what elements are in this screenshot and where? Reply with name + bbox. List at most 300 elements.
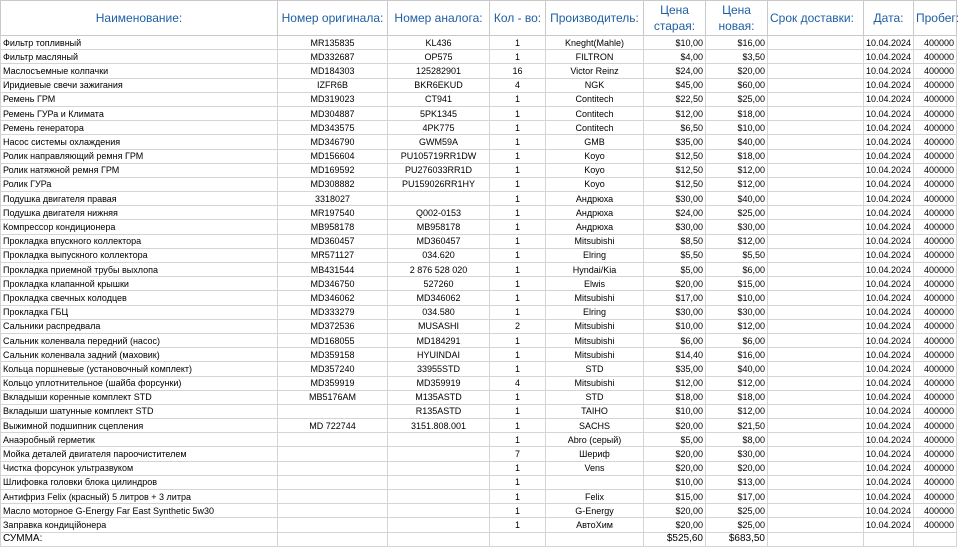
cell-delivery[interactable] [768, 234, 864, 248]
cell-price-old[interactable]: $30,00 [644, 220, 706, 234]
cell-qty[interactable]: 4 [490, 78, 546, 92]
cell-date[interactable]: 10.04.2024 [864, 447, 914, 461]
cell-price-old[interactable]: $15,00 [644, 490, 706, 504]
cell-name[interactable]: Маслосъемные колпачки [1, 64, 278, 78]
cell-manufacturer[interactable]: Hyndai/Kia [546, 263, 644, 277]
cell-name[interactable]: Сальники распредвала [1, 319, 278, 333]
cell-price-new[interactable]: $15,00 [706, 277, 768, 291]
cell-analog[interactable]: PU159026RR1HY [388, 177, 490, 191]
cell-original[interactable]: MB431544 [278, 263, 388, 277]
cell-price-new[interactable]: $10,00 [706, 291, 768, 305]
cell-manufacturer[interactable]: NGK [546, 78, 644, 92]
cell-manufacturer[interactable]: Vens [546, 461, 644, 475]
cell-manufacturer[interactable]: STD [546, 390, 644, 404]
cell-price-old[interactable]: $12,00 [644, 376, 706, 390]
cell-original[interactable]: MD346790 [278, 135, 388, 149]
cell-manufacturer[interactable]: Mitsubishi [546, 348, 644, 362]
cell-qty[interactable]: 1 [490, 121, 546, 135]
cell-price-new[interactable]: $20,00 [706, 461, 768, 475]
cell-analog[interactable]: 034.580 [388, 305, 490, 319]
cell-analog[interactable] [388, 461, 490, 475]
cell-manufacturer[interactable]: Mitsubishi [546, 291, 644, 305]
cell-delivery[interactable] [768, 504, 864, 518]
header-name[interactable]: Наименование: [1, 1, 278, 36]
cell-delivery[interactable] [768, 461, 864, 475]
cell-manufacturer[interactable]: Contitech [546, 106, 644, 120]
cell-original[interactable] [278, 447, 388, 461]
cell-date[interactable]: 10.04.2024 [864, 461, 914, 475]
cell-manufacturer[interactable]: АвтоХим [546, 518, 644, 532]
cell-date[interactable]: 10.04.2024 [864, 490, 914, 504]
cell-price-new[interactable]: $25,00 [706, 504, 768, 518]
cell-price-new[interactable]: $10,00 [706, 121, 768, 135]
cell-name[interactable]: Подушка двигателя нижняя [1, 206, 278, 220]
cell-qty[interactable]: 1 [490, 433, 546, 447]
cell-price-new[interactable]: $40,00 [706, 362, 768, 376]
cell-price-new[interactable]: $20,00 [706, 64, 768, 78]
cell-original[interactable]: MR571127 [278, 248, 388, 262]
cell-original[interactable]: MD357240 [278, 362, 388, 376]
cell-date[interactable]: 10.04.2024 [864, 390, 914, 404]
cell-analog[interactable]: MD359919 [388, 376, 490, 390]
cell-price-new[interactable]: $30,00 [706, 220, 768, 234]
cell-mileage[interactable]: 400000 [914, 50, 957, 64]
cell-price-old[interactable]: $45,00 [644, 78, 706, 92]
cell-qty[interactable]: 1 [490, 305, 546, 319]
cell-price-new[interactable]: $13,00 [706, 475, 768, 489]
cell-price-old[interactable]: $30,00 [644, 192, 706, 206]
cell-mileage[interactable]: 400000 [914, 390, 957, 404]
cell-date[interactable]: 10.04.2024 [864, 305, 914, 319]
cell-price-old[interactable]: $10,00 [644, 404, 706, 418]
summary-cell-empty[interactable] [914, 532, 957, 546]
cell-qty[interactable]: 1 [490, 461, 546, 475]
cell-date[interactable]: 10.04.2024 [864, 376, 914, 390]
cell-delivery[interactable] [768, 277, 864, 291]
cell-mileage[interactable]: 400000 [914, 36, 957, 50]
cell-manufacturer[interactable]: Koyo [546, 163, 644, 177]
cell-original[interactable]: MD308882 [278, 177, 388, 191]
cell-date[interactable]: 10.04.2024 [864, 518, 914, 532]
cell-mileage[interactable]: 400000 [914, 433, 957, 447]
cell-price-old[interactable]: $12,00 [644, 106, 706, 120]
cell-name[interactable]: Вкладыши шатунные комплект STD [1, 404, 278, 418]
cell-delivery[interactable] [768, 419, 864, 433]
cell-analog[interactable]: MD346062 [388, 291, 490, 305]
cell-name[interactable]: Шлифовка головки блока цилиндров [1, 475, 278, 489]
cell-price-new[interactable]: $5,50 [706, 248, 768, 262]
cell-analog[interactable]: R135ASTD [388, 404, 490, 418]
cell-name[interactable]: Насос системы охлаждения [1, 135, 278, 149]
cell-mileage[interactable]: 400000 [914, 319, 957, 333]
cell-price-new[interactable]: $8,00 [706, 433, 768, 447]
cell-date[interactable]: 10.04.2024 [864, 319, 914, 333]
cell-price-old[interactable]: $18,00 [644, 390, 706, 404]
cell-name[interactable]: Прокладка ГБЦ [1, 305, 278, 319]
cell-original[interactable]: MD360457 [278, 234, 388, 248]
cell-name[interactable]: Прокладка выпускного коллектора [1, 248, 278, 262]
cell-price-new[interactable]: $16,00 [706, 348, 768, 362]
cell-name[interactable]: Прокладка впускного коллектора [1, 234, 278, 248]
cell-delivery[interactable] [768, 78, 864, 92]
cell-analog[interactable] [388, 518, 490, 532]
cell-date[interactable]: 10.04.2024 [864, 50, 914, 64]
cell-manufacturer[interactable] [546, 475, 644, 489]
cell-qty[interactable]: 1 [490, 92, 546, 106]
cell-price-old[interactable]: $5,00 [644, 433, 706, 447]
cell-date[interactable]: 10.04.2024 [864, 64, 914, 78]
cell-mileage[interactable]: 400000 [914, 447, 957, 461]
cell-mileage[interactable]: 400000 [914, 149, 957, 163]
cell-name[interactable]: Анаэробный герметик [1, 433, 278, 447]
cell-delivery[interactable] [768, 135, 864, 149]
cell-delivery[interactable] [768, 206, 864, 220]
cell-analog[interactable]: 3151.808.001 [388, 419, 490, 433]
cell-price-new[interactable]: $40,00 [706, 192, 768, 206]
cell-price-new[interactable]: $6,00 [706, 263, 768, 277]
cell-manufacturer[interactable]: Koyo [546, 177, 644, 191]
cell-analog[interactable]: 034.620 [388, 248, 490, 262]
cell-mileage[interactable]: 400000 [914, 518, 957, 532]
cell-original[interactable]: MD 722744 [278, 419, 388, 433]
cell-mileage[interactable]: 400000 [914, 475, 957, 489]
cell-date[interactable]: 10.04.2024 [864, 106, 914, 120]
cell-name[interactable]: Вкладыши коренные комплект STD [1, 390, 278, 404]
cell-qty[interactable]: 1 [490, 106, 546, 120]
cell-mileage[interactable]: 400000 [914, 404, 957, 418]
header-original[interactable]: Номер оригинала: [278, 1, 388, 36]
cell-delivery[interactable] [768, 447, 864, 461]
cell-price-old[interactable]: $35,00 [644, 362, 706, 376]
cell-price-old[interactable]: $6,00 [644, 333, 706, 347]
cell-name[interactable]: Прокладка клапанной крышки [1, 277, 278, 291]
cell-price-old[interactable]: $4,00 [644, 50, 706, 64]
cell-date[interactable]: 10.04.2024 [864, 135, 914, 149]
cell-delivery[interactable] [768, 319, 864, 333]
cell-manufacturer[interactable]: G-Energy [546, 504, 644, 518]
cell-original[interactable]: MD319023 [278, 92, 388, 106]
cell-original[interactable]: MD333279 [278, 305, 388, 319]
cell-qty[interactable]: 1 [490, 135, 546, 149]
cell-name[interactable]: Чистка форсунок ультразвуком [1, 461, 278, 475]
cell-qty[interactable]: 1 [490, 50, 546, 64]
cell-delivery[interactable] [768, 36, 864, 50]
cell-qty[interactable]: 16 [490, 64, 546, 78]
cell-name[interactable]: Кольца поршневые (установочный комплект) [1, 362, 278, 376]
cell-analog[interactable] [388, 490, 490, 504]
summary-cell-empty[interactable] [278, 532, 388, 546]
cell-name[interactable]: Подушка двигателя правая [1, 192, 278, 206]
cell-original[interactable]: MD169592 [278, 163, 388, 177]
cell-price-old[interactable]: $5,50 [644, 248, 706, 262]
cell-original[interactable]: MD346062 [278, 291, 388, 305]
cell-manufacturer[interactable]: Mitsubishi [546, 319, 644, 333]
cell-name[interactable]: Сальник коленвала задний (маховик) [1, 348, 278, 362]
cell-price-new[interactable]: $30,00 [706, 305, 768, 319]
cell-price-old[interactable]: $20,00 [644, 447, 706, 461]
cell-mileage[interactable]: 400000 [914, 277, 957, 291]
cell-date[interactable]: 10.04.2024 [864, 348, 914, 362]
cell-manufacturer[interactable]: GMB [546, 135, 644, 149]
cell-price-new[interactable]: $12,00 [706, 404, 768, 418]
cell-manufacturer[interactable]: Mitsubishi [546, 376, 644, 390]
cell-mileage[interactable]: 400000 [914, 490, 957, 504]
cell-analog[interactable]: MD360457 [388, 234, 490, 248]
cell-date[interactable]: 10.04.2024 [864, 263, 914, 277]
header-analog[interactable]: Номер аналога: [388, 1, 490, 36]
cell-price-old[interactable]: $8,50 [644, 234, 706, 248]
cell-price-old[interactable]: $20,00 [644, 518, 706, 532]
cell-mileage[interactable]: 400000 [914, 362, 957, 376]
cell-analog[interactable] [388, 433, 490, 447]
cell-manufacturer[interactable]: Kneght(Mahle) [546, 36, 644, 50]
cell-analog[interactable] [388, 192, 490, 206]
cell-date[interactable]: 10.04.2024 [864, 163, 914, 177]
cell-analog[interactable]: 5PK1345 [388, 106, 490, 120]
cell-analog[interactable]: 125282901 [388, 64, 490, 78]
cell-price-new[interactable]: $60,00 [706, 78, 768, 92]
cell-delivery[interactable] [768, 291, 864, 305]
cell-mileage[interactable]: 400000 [914, 376, 957, 390]
cell-manufacturer[interactable]: Шериф [546, 447, 644, 461]
cell-date[interactable]: 10.04.2024 [864, 92, 914, 106]
cell-qty[interactable]: 1 [490, 206, 546, 220]
cell-qty[interactable]: 1 [490, 404, 546, 418]
summary-total-old[interactable]: $525,60 [644, 532, 706, 546]
cell-delivery[interactable] [768, 248, 864, 262]
cell-delivery[interactable] [768, 305, 864, 319]
cell-mileage[interactable]: 400000 [914, 461, 957, 475]
cell-mileage[interactable]: 400000 [914, 78, 957, 92]
cell-qty[interactable]: 1 [490, 348, 546, 362]
cell-price-new[interactable]: $25,00 [706, 206, 768, 220]
cell-name[interactable]: Мойка деталей двигателя пароочистителем [1, 447, 278, 461]
cell-price-old[interactable]: $20,00 [644, 419, 706, 433]
cell-price-new[interactable]: $40,00 [706, 135, 768, 149]
cell-analog[interactable]: 2 876 528 020 [388, 263, 490, 277]
cell-manufacturer[interactable]: Андрюха [546, 206, 644, 220]
summary-cell-empty[interactable] [388, 532, 490, 546]
cell-date[interactable]: 10.04.2024 [864, 78, 914, 92]
cell-manufacturer[interactable]: Андрюха [546, 192, 644, 206]
cell-delivery[interactable] [768, 149, 864, 163]
cell-price-new[interactable]: $3,50 [706, 50, 768, 64]
cell-price-old[interactable]: $35,00 [644, 135, 706, 149]
cell-price-new[interactable]: $18,00 [706, 149, 768, 163]
cell-qty[interactable]: 1 [490, 263, 546, 277]
cell-manufacturer[interactable]: Victor Reinz [546, 64, 644, 78]
cell-name[interactable]: Прокладка свечных колодцев [1, 291, 278, 305]
cell-date[interactable]: 10.04.2024 [864, 291, 914, 305]
cell-price-new[interactable]: $18,00 [706, 390, 768, 404]
cell-analog[interactable]: CT941 [388, 92, 490, 106]
cell-analog[interactable]: HYUINDAI [388, 348, 490, 362]
cell-delivery[interactable] [768, 192, 864, 206]
cell-date[interactable]: 10.04.2024 [864, 149, 914, 163]
cell-qty[interactable]: 1 [490, 163, 546, 177]
cell-manufacturer[interactable]: Mitsubishi [546, 234, 644, 248]
cell-analog[interactable]: Q002-0153 [388, 206, 490, 220]
cell-price-old[interactable]: $10,00 [644, 319, 706, 333]
cell-analog[interactable]: 4PK775 [388, 121, 490, 135]
summary-total-new[interactable]: $683,50 [706, 532, 768, 546]
cell-delivery[interactable] [768, 518, 864, 532]
cell-name[interactable]: Ремень генератора [1, 121, 278, 135]
cell-analog[interactable]: BKR6EKUD [388, 78, 490, 92]
cell-mileage[interactable]: 400000 [914, 263, 957, 277]
header-delivery[interactable]: Срок доставки: [768, 1, 864, 36]
cell-price-old[interactable]: $20,00 [644, 461, 706, 475]
cell-delivery[interactable] [768, 177, 864, 191]
cell-manufacturer[interactable]: SACHS [546, 419, 644, 433]
cell-original[interactable]: 3318027 [278, 192, 388, 206]
cell-price-old[interactable]: $10,00 [644, 475, 706, 489]
cell-name[interactable]: Сальник коленвала передний (насос) [1, 333, 278, 347]
cell-manufacturer[interactable]: Mitsubishi [546, 333, 644, 347]
cell-original[interactable]: MB958178 [278, 220, 388, 234]
cell-name[interactable]: Кольцо уплотнительное (шайба форсунки) [1, 376, 278, 390]
cell-date[interactable]: 10.04.2024 [864, 177, 914, 191]
cell-original[interactable]: MD184303 [278, 64, 388, 78]
cell-name[interactable]: Ролик ГУРа [1, 177, 278, 191]
cell-date[interactable]: 10.04.2024 [864, 277, 914, 291]
cell-delivery[interactable] [768, 64, 864, 78]
cell-name[interactable]: Масло моторное G-Energy Far East Synthetic 5w30 [1, 504, 278, 518]
cell-manufacturer[interactable]: Elring [546, 248, 644, 262]
cell-delivery[interactable] [768, 92, 864, 106]
cell-manufacturer[interactable]: Contitech [546, 92, 644, 106]
cell-analog[interactable]: KL436 [388, 36, 490, 50]
cell-price-old[interactable]: $12,50 [644, 149, 706, 163]
cell-mileage[interactable]: 400000 [914, 234, 957, 248]
cell-price-old[interactable]: $30,00 [644, 305, 706, 319]
cell-mileage[interactable]: 400000 [914, 419, 957, 433]
summary-cell-empty[interactable] [490, 532, 546, 546]
cell-price-new[interactable]: $25,00 [706, 518, 768, 532]
cell-date[interactable]: 10.04.2024 [864, 234, 914, 248]
cell-analog[interactable] [388, 475, 490, 489]
cell-delivery[interactable] [768, 490, 864, 504]
cell-mileage[interactable]: 400000 [914, 192, 957, 206]
cell-name[interactable]: Ремень ГРМ [1, 92, 278, 106]
cell-price-new[interactable]: $30,00 [706, 447, 768, 461]
cell-original[interactable]: MD304887 [278, 106, 388, 120]
cell-original[interactable]: IZFR6B [278, 78, 388, 92]
cell-qty[interactable]: 2 [490, 319, 546, 333]
cell-date[interactable]: 10.04.2024 [864, 248, 914, 262]
cell-qty[interactable]: 1 [490, 220, 546, 234]
cell-qty[interactable]: 1 [490, 192, 546, 206]
cell-date[interactable]: 10.04.2024 [864, 206, 914, 220]
cell-delivery[interactable] [768, 50, 864, 64]
cell-date[interactable]: 10.04.2024 [864, 475, 914, 489]
cell-original[interactable] [278, 475, 388, 489]
cell-qty[interactable]: 7 [490, 447, 546, 461]
cell-original[interactable] [278, 404, 388, 418]
cell-price-old[interactable]: $14,40 [644, 348, 706, 362]
cell-mileage[interactable]: 400000 [914, 348, 957, 362]
cell-price-new[interactable]: $18,00 [706, 106, 768, 120]
cell-name[interactable]: Выжимной подшипник сцепления [1, 419, 278, 433]
cell-mileage[interactable]: 400000 [914, 163, 957, 177]
cell-qty[interactable]: 1 [490, 504, 546, 518]
cell-price-old[interactable]: $17,00 [644, 291, 706, 305]
cell-delivery[interactable] [768, 263, 864, 277]
cell-qty[interactable]: 1 [490, 490, 546, 504]
cell-analog[interactable]: GWM59A [388, 135, 490, 149]
cell-mileage[interactable]: 400000 [914, 248, 957, 262]
summary-cell-empty[interactable] [546, 532, 644, 546]
cell-original[interactable]: MD168055 [278, 333, 388, 347]
cell-manufacturer[interactable]: TAIHO [546, 404, 644, 418]
cell-original[interactable]: MR135835 [278, 36, 388, 50]
cell-price-new[interactable]: $17,00 [706, 490, 768, 504]
cell-analog[interactable]: MD184291 [388, 333, 490, 347]
cell-qty[interactable]: 1 [490, 149, 546, 163]
cell-date[interactable]: 10.04.2024 [864, 504, 914, 518]
cell-price-old[interactable]: $5,00 [644, 263, 706, 277]
cell-analog[interactable]: MB958178 [388, 220, 490, 234]
cell-original[interactable]: MR197540 [278, 206, 388, 220]
cell-mileage[interactable]: 400000 [914, 333, 957, 347]
cell-price-old[interactable]: $10,00 [644, 36, 706, 50]
cell-original[interactable] [278, 433, 388, 447]
cell-manufacturer[interactable]: STD [546, 362, 644, 376]
cell-price-new[interactable]: $21,50 [706, 419, 768, 433]
cell-mileage[interactable]: 400000 [914, 92, 957, 106]
cell-name[interactable]: Иридиевые свечи зажигания [1, 78, 278, 92]
cell-original[interactable]: MD343575 [278, 121, 388, 135]
cell-price-new[interactable]: $25,00 [706, 92, 768, 106]
cell-price-old[interactable]: $24,00 [644, 206, 706, 220]
cell-delivery[interactable] [768, 121, 864, 135]
cell-manufacturer[interactable]: Koyo [546, 149, 644, 163]
cell-manufacturer[interactable]: Abro (серый) [546, 433, 644, 447]
cell-manufacturer[interactable]: Elring [546, 305, 644, 319]
cell-analog[interactable]: MUSASHI [388, 319, 490, 333]
cell-original[interactable]: MD346750 [278, 277, 388, 291]
cell-date[interactable]: 10.04.2024 [864, 36, 914, 50]
cell-original[interactable]: MD156604 [278, 149, 388, 163]
cell-manufacturer[interactable]: Elwis [546, 277, 644, 291]
cell-name[interactable]: Ролик направляющий ремня ГРМ [1, 149, 278, 163]
cell-original[interactable]: MD359919 [278, 376, 388, 390]
cell-date[interactable]: 10.04.2024 [864, 220, 914, 234]
cell-original[interactable]: MD359158 [278, 348, 388, 362]
cell-name[interactable]: Фильтр топливный [1, 36, 278, 50]
cell-analog[interactable] [388, 504, 490, 518]
cell-mileage[interactable]: 400000 [914, 177, 957, 191]
cell-mileage[interactable]: 400000 [914, 504, 957, 518]
header-price-old[interactable] [644, 1, 706, 36]
cell-original[interactable]: MD332687 [278, 50, 388, 64]
summary-cell-empty[interactable] [768, 532, 864, 546]
cell-delivery[interactable] [768, 348, 864, 362]
header-manufacturer[interactable]: Производитель: [546, 1, 644, 36]
cell-delivery[interactable] [768, 376, 864, 390]
cell-qty[interactable]: 4 [490, 376, 546, 390]
cell-delivery[interactable] [768, 106, 864, 120]
cell-qty[interactable]: 1 [490, 234, 546, 248]
cell-delivery[interactable] [768, 220, 864, 234]
cell-analog[interactable]: OP575 [388, 50, 490, 64]
cell-date[interactable]: 10.04.2024 [864, 433, 914, 447]
cell-original[interactable]: MD372536 [278, 319, 388, 333]
cell-analog[interactable] [388, 447, 490, 461]
cell-original[interactable] [278, 518, 388, 532]
cell-price-new[interactable]: $12,00 [706, 319, 768, 333]
cell-name[interactable]: Компрессор кондиционера [1, 220, 278, 234]
